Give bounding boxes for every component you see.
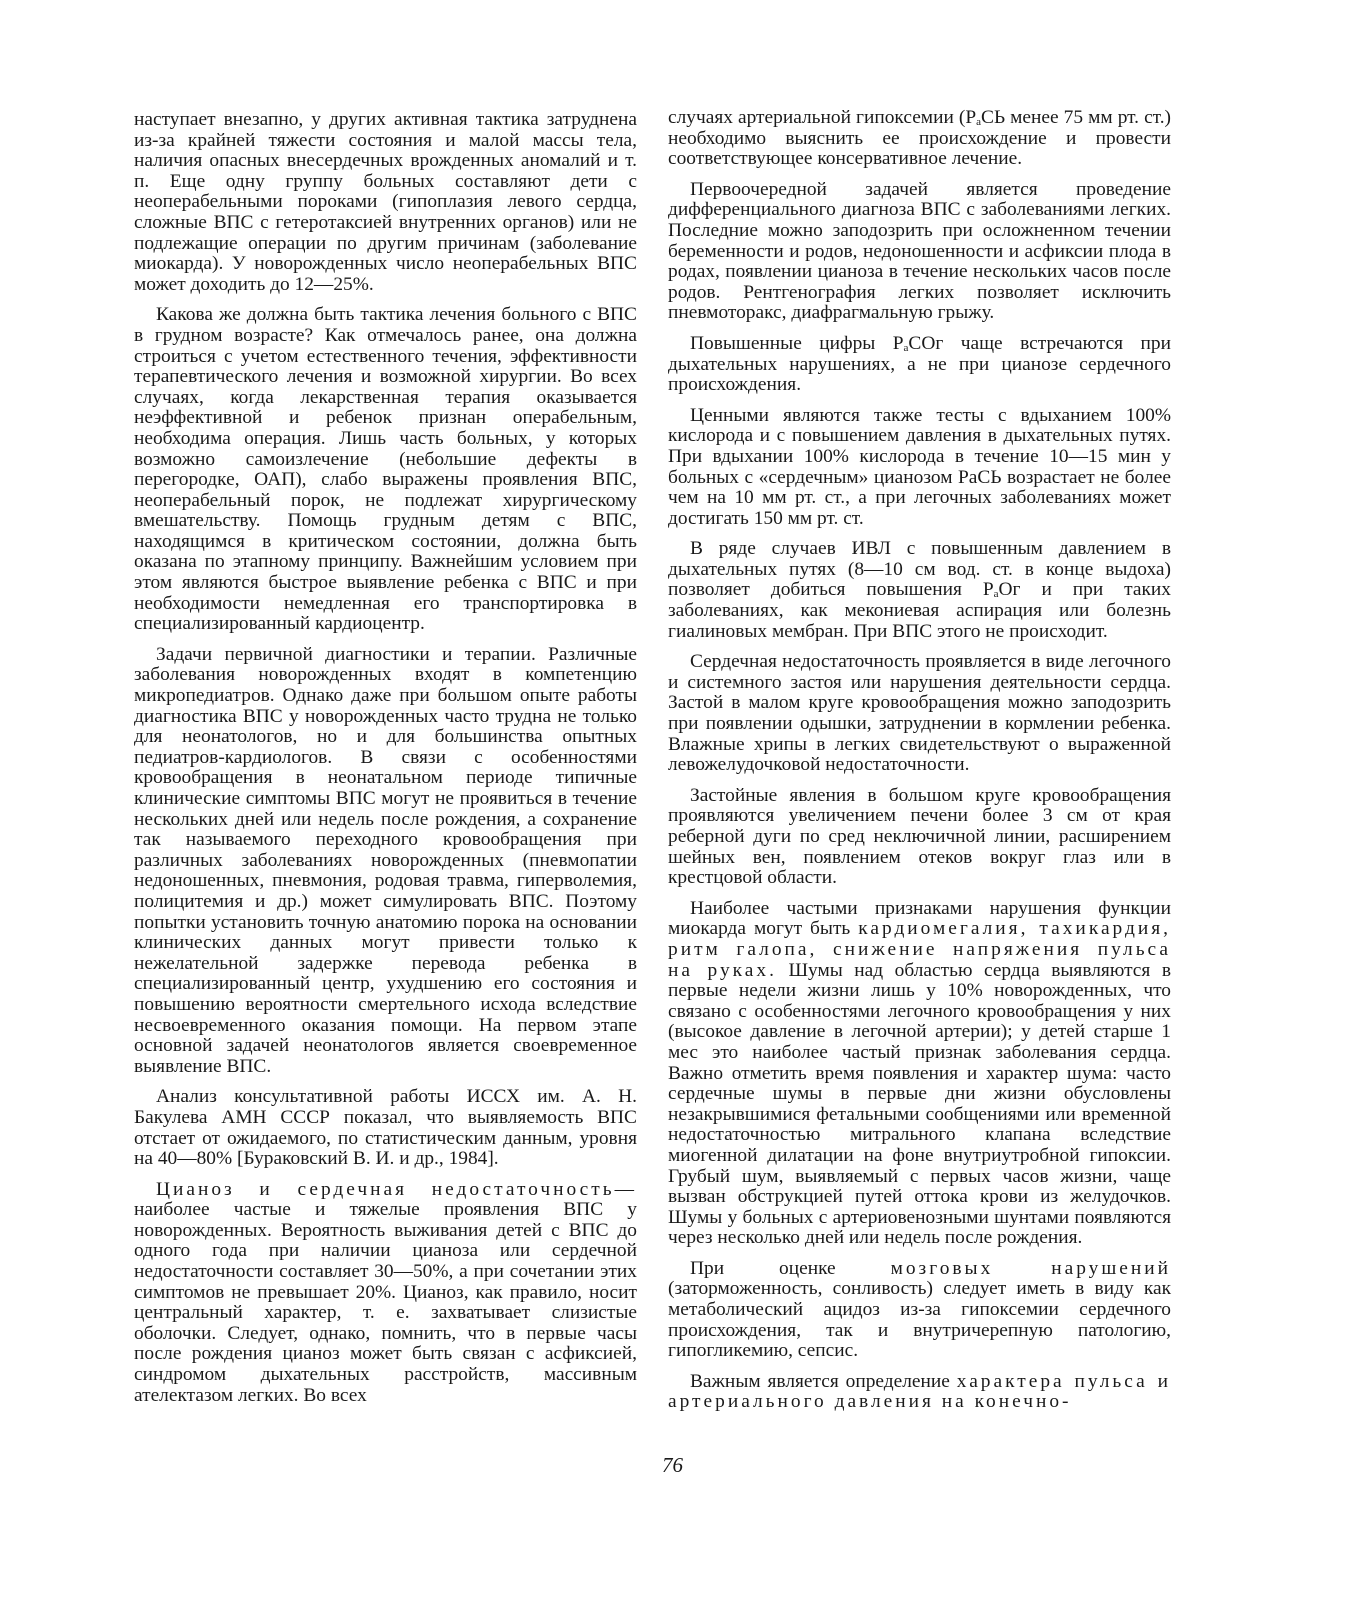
paragraph-text: Сердечная недостаточность проявляется в виде легочного и системного застоя или нарушения деятельности сердца. Застой в малом круге кровообращения можно заподозрить при появлении одышки, затруднении в кормлении ребенка. Влажные хрипы в легких свидетельствуют о выраженной левожелудочковой недостаточности. — [668, 651, 1171, 776]
paragraph — [134, 305, 637, 635]
paragraph-text: наиболее частые и тяжелые проявления ВПС у новорожденных. Вероятность выживания детей с ВПС до одного года при наличии цианоза или сердечной недостаточности составляет 30—50%, а при сочетании этих симптомов не превышает 20%. Цианоз, как правило, носит центральный характер, т. е. захватывает слизистые оболочки. Следует, однако, помнить, что в первые часы после рождения цианоз может быть связан с асфиксией, синдромом дыхательных расстройств, массивным ателектазом легких. Во всех — [134, 1199, 637, 1406]
paragraph — [134, 645, 637, 1077]
paragraph — [668, 786, 1171, 889]
paragraph — [668, 180, 1171, 324]
spaced-emphasis: кардиомегалия, тахикардия, ритм галопа, снижение напряжения пульса на руках. — [668, 918, 1171, 981]
subscript: а — [903, 341, 909, 354]
paragraph-text: Анализ консультативной работы ИССХ им. А. Н. Бакулева АМН СССР показал, что выявляемость ВПС отстает от ожидаемого, по статистическим данным, уровня на 40—80% [Бураковский В. И. и др., 1984]. — [134, 1086, 637, 1170]
subscript: а — [993, 588, 999, 601]
paragraph-lead: Цианоз и сердечная недостаточность— — [156, 1178, 637, 1200]
paragraph-text: Задачи первичной диагностики и терапии. Различные заболевания новорожденных входят в компетенцию микропедиатров. Однако даже при большом опыте работы диагностика ВПС у новорожденных часто трудна не только для неонатологов, но и для большинства опытных педиатров-кардиологов. В связи с особенностями кровообращения в неонатальном периоде типичные клинические симптомы ВПС могут не проявиться в течение нескольких дней или недель после рождения, а сохранение так называемого переходного кровообращения при различных заболеваниях новорожденных (пневмопатии недоношенных, пневмония, родовая травма, гиперволемия, полицитемия и др.) может симулировать ВПС. Поэтому попытки установить точную анатомию порока на основании клинических данных могут привести только к нежелательной задержке перевода ребенка в специализированный центр, ухудшению его состояния и повышению вероятности смертельного исхода вследствие несвоевременного оказания помощи. На первом этапе основной задачей неонатологов является своевременное выявление ВПС. — [134, 643, 637, 1077]
paragraph-text: СОг чаще встречаются при дыхательных нарушениях, а не при цианозе сердечного происхождения. — [668, 332, 1171, 396]
paragraph — [668, 334, 1171, 396]
paragraph — [668, 1372, 1171, 1413]
paragraph-text: Какова же должна быть тактика лечения больного с ВПС в грудном возрасте? Как отмечалось ранее, она должна строиться с учетом естественного течения, эффективности терапевтического лечения и возможной хирургии. Во всех случаях, когда лекарственная терапия оказывается неэффективной и ребенок признан операбельным, необходима операция. Лишь часть больных, у которых возможно самоизлечение (небольшие дефекты в перегородке, ОАП), слабо выражены проявления ВПС, неоперабельный порок, не подлежат хирургическому вмешательству. Помощь грудным детям с ВПС, находящимся в критическом состоянии, должна быть оказана по этапному принципу. Важнейшим условием при этом являются быстрое выявление ребенка с ВПС и при необходимости немедленная его транспортировка в специализированный кардиоцентр. — [134, 304, 637, 635]
paragraph-text: Ог и при таких заболеваниях, как мекониевая аспирация или болезнь гиалиновых мембран. При ВПС этого не происходит. — [668, 579, 1171, 642]
paragraph — [668, 652, 1171, 776]
paragraph — [668, 539, 1171, 642]
paragraph-text: Ценными являются также тесты с вдыханием 100% кислорода и с повышением давления в дыхательных путях. При вдыхании 100% кислорода в течение 10—15 мин у больных с «сердечным» цианозом РаСЬ возрастает не более чем на 10 мм рт. ст., а при легочных заболеваниях может достигать 150 мм рт. ст. — [668, 404, 1171, 529]
right-column — [668, 108, 1171, 1423]
paragraph — [134, 1087, 637, 1169]
paragraph-text-start: Повышенные цифры Р — [690, 332, 904, 354]
paragraph — [668, 108, 1171, 170]
left-column — [134, 110, 637, 1416]
paragraph-text: Застойные явления в большом круге кровообращения проявляются увеличением печени более 3 см от края реберной дуги по сред неключичной линии, расширением шейных вен, появлением отеков вокруг глаз или в крестцовой области. — [668, 784, 1171, 889]
paragraph-text: Шумы над областью сердца выявляются в первые недели жизни лишь у 10% новорожденных, что связано с особенностями легочного кровообращения у них (высокое давление в легочной артерии); у детей старше 1 мес это наиболее частый признак заболевания сердца. Важно отметить время появления и характер шума: часто сердечные шумы в первые дни жизни обусловлены незакрывшимися фетальными сообщениями или временной недостаточностью митрального клапана вследствие миогенной дилатации на фоне внутриутробной гипоксии. Грубый шум, выявляемый с первых часов жизни, чаще вызван обструкцией путей оттока крови из желудочков. Шумы у больных с артериовенозными шунтами появляются через несколько дней или недель после рождения. — [668, 959, 1171, 1249]
paragraph-text-start: При оценке — [690, 1257, 891, 1279]
paragraph-text-start: В ряде случаев ИВЛ с повышенным давлением в дыхательных путях (8—10 см вод. ст. в конце выдоха) позволяет добиться повышения Р — [668, 538, 1171, 601]
paragraph — [668, 899, 1171, 1249]
paragraph-text: наступает внезапно, у других активная тактика затруднена из-за крайней тяжести состояния и малой массы тела, наличия опасных внесердечных врожденных аномалий и т. п. Еще одну группу больных составляют дети с неоперабельными пороками (гипоплазия левого сердца, сложные ВПС с гетеротаксией внутренних органов) или не подлежащие операции по другим причинам (заболевание миокарда). У новорожденных число неоперабельных ВПС может доходить до 12—25%. — [134, 109, 637, 295]
paragraph-text: Первоочередной задачей является проведение дифференциального диагноза ВПС с заболеваниями легких. Последние можно заподозрить при осложненном течении беременности и родов, недоношенности и асфиксии плода в родах, появлении цианоза в течение нескольких часов после родов. Рентгенография легких позволяет исключить пневмоторакс, диафрагмальную грыжу. — [668, 178, 1171, 324]
paragraph-text-start: случаях артериальной гипоксемии (Р — [668, 107, 977, 128]
spaced-emphasis: мозговых нарушений — [890, 1257, 1172, 1279]
paragraph-text-start: Важным является определение — [690, 1370, 957, 1392]
paragraph-text: (заторможенность, сонливость) следует иметь в виду как метаболический ацидоз из-за гипоксемии сердечного происхождения, так и внутричерепную патологию, гипогликемию, сепсис. — [668, 1278, 1171, 1362]
paragraph — [668, 1259, 1171, 1362]
page-number: 76 — [662, 1453, 683, 1477]
paragraph-text-start: Наиболее частыми признаками нарушения функции миокарда могут быть — [668, 897, 1171, 940]
paragraph — [134, 110, 637, 295]
spaced-emphasis: характера пульса и артериального давления на конечно- — [668, 1370, 1171, 1413]
paragraph — [668, 406, 1171, 530]
subscript: а — [976, 116, 982, 128]
paragraph-text: СЬ менее 75 мм рт. ст.) необходимо выяснить ее происхождение и провести соответствующее консервативное лечение. — [668, 107, 1171, 170]
paragraph — [134, 1180, 637, 1407]
